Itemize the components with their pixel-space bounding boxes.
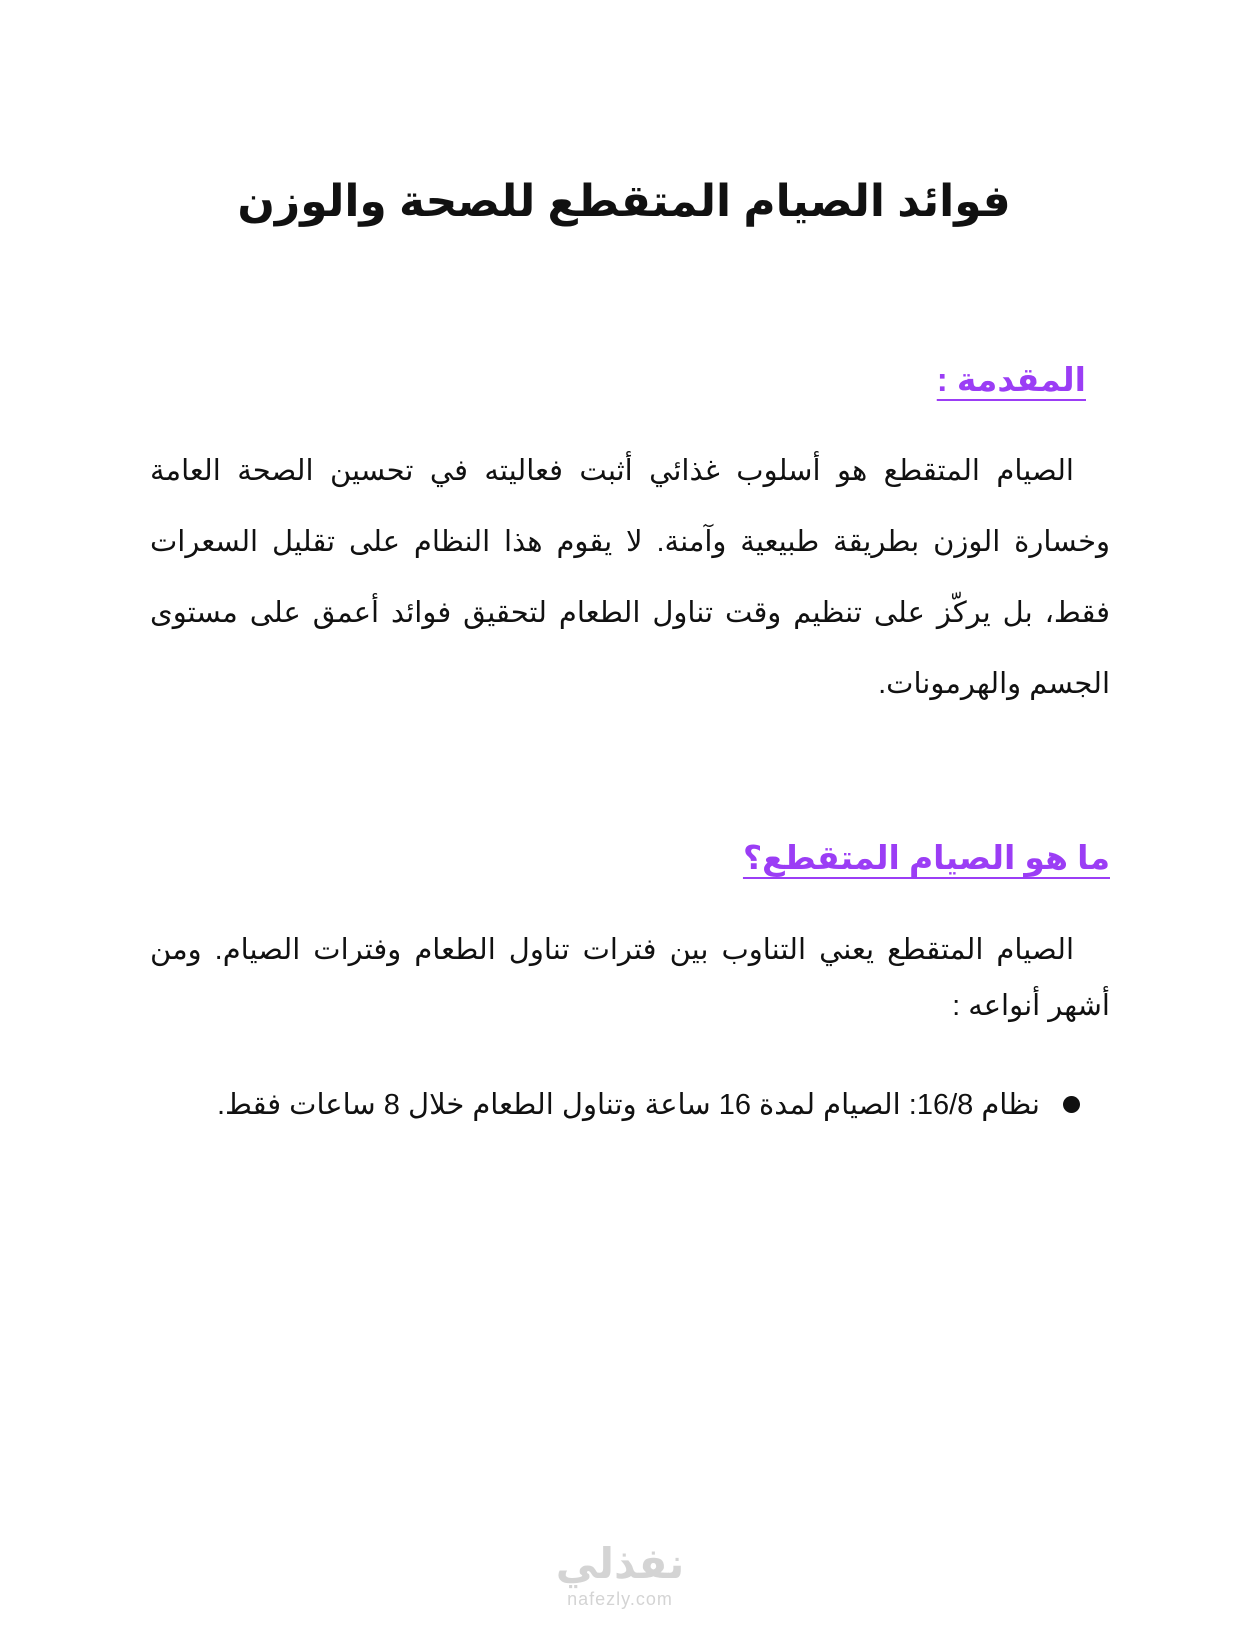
section-heading-what-is-fasting: ما هو الصيام المتقطع؟	[742, 839, 1110, 876]
introduction-paragraph: الصيام المتقطع هو أسلوب غذائي أثبت فعاليته في تحسين الصحة العامة وخسارة الوزن بطريقة طبيعية وآمنة. لا يقوم هذا النظام على تقليل السعرات فقط، بل يركّز على تنظيم وقت تناول الطعام لتحقيق فوائد أعمق على مستوى الجسم والهرمونات.	[150, 455, 1110, 700]
watermark-logo	[530, 1540, 710, 1620]
what-is-fasting-paragraph: الصيام المتقطع يعني التناوب بين فترات تناول الطعام وفترات الصيام. ومن أشهر أنواعه :	[150, 934, 1110, 1022]
fasting-types-list	[150, 1070, 1110, 1140]
watermark-text: نفذلي	[555, 1540, 685, 1587]
list-item	[150, 1070, 1110, 1140]
document-title: فوائد الصيام المتقطع للصحة والوزن	[237, 177, 1011, 226]
section-heading-introduction: المقدمة :	[936, 361, 1086, 398]
watermark-url: nafezly.com	[567, 1589, 673, 1609]
list-item-text: نظام 16/8: الصيام لمدة 16 ساعة وتناول الطعام خلال 8 ساعات فقط.	[216, 1089, 1040, 1121]
bullet-dot-icon	[1063, 1096, 1080, 1113]
